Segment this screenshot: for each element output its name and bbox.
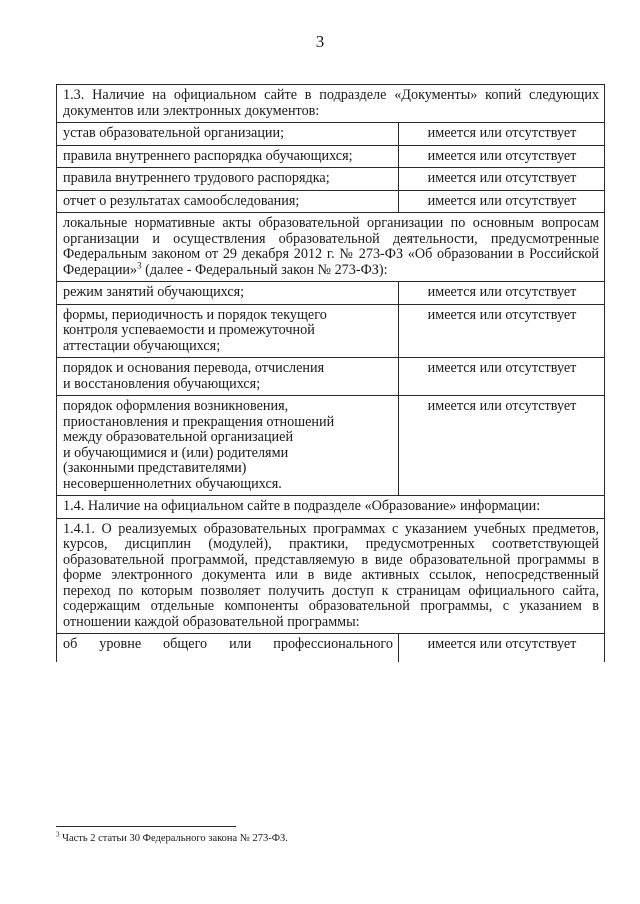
table-row — [57, 282, 605, 305]
table-row — [57, 304, 605, 358]
page-number: 3 — [315, 32, 325, 51]
table-row — [57, 496, 605, 519]
local-acts-text: локальные нормативные акты образовательной организации по основным вопросам организации и осуществления образовательной деятельности, предусмотренные Федеральным законом от 29 декабря 2012 г. № 273-ФЗ «Об образовании в Российской Федерации» — [63, 215, 600, 278]
table-row — [57, 396, 605, 496]
row-label-line: порядок оформления возникновения, — [63, 398, 289, 414]
footnote-ref: 3 — [137, 259, 142, 270]
row-status: имеется или отсутствует — [399, 168, 605, 191]
row-label-line: аттестации обучающихся; — [63, 337, 221, 354]
row-status: имеется или отсутствует — [399, 304, 605, 358]
table-row — [57, 358, 605, 396]
table-row — [57, 123, 605, 146]
footnote-divider — [56, 826, 236, 827]
row-label-line: приостановления и прекращения отношений — [63, 413, 335, 430]
row-label-line: и восстановления обучающихся; — [63, 375, 261, 392]
table-row — [57, 634, 605, 663]
row-label: отчет о результатах самообследования; — [57, 190, 399, 213]
row-label-line: порядок и основания перевода, отчисления — [63, 360, 325, 376]
item-1-4-1: 1.4.1. О реализуемых образовательных программах с указанием учебных предметов, курсов, дисциплин (модулей), практики, предусмотренных соответствующей образовательной программой, представляемую в виде образовательной программы в форме электронного документа или в виде активных ссылок, непосредственный переход по которым позволяет получить доступ к страницам официального сайта, содержащим отдельные компоненты образовательной программы, с указанием в отношении каждой образовательной программы: — [57, 518, 605, 634]
row-label-line: (законными представителями) — [63, 460, 247, 476]
row-label-line: режим занятий обучающихся; — [63, 284, 245, 300]
row-label: правила внутреннего распорядка обучающихся; — [57, 145, 399, 168]
local-acts-text-after: (далее - Федеральный закон № 273-ФЗ): — [141, 261, 388, 278]
row-label — [57, 358, 399, 396]
row-label: об уровне общего или профессионального — [57, 634, 399, 663]
row-label — [57, 282, 399, 305]
table-row — [57, 518, 605, 634]
row-status: имеется или отсутствует — [399, 396, 605, 496]
criteria-table — [56, 84, 605, 662]
footnote-marker: 3 — [56, 830, 60, 839]
table-row — [57, 190, 605, 213]
row-label — [57, 396, 399, 496]
row-label-line: контроля успеваемости и промежуточной — [63, 322, 315, 338]
section-1-3-heading: 1.3. Наличие на официальном сайте в подразделе «Документы» копий следующих документов или электронных документов: — [57, 85, 605, 123]
row-label-line: между образовательной организацией — [63, 429, 294, 445]
row-status: имеется или отсутствует — [399, 282, 605, 305]
table-row — [57, 168, 605, 191]
row-label — [57, 304, 399, 358]
row-label: правила внутреннего трудового распорядка; — [57, 168, 399, 191]
footnote-text: Часть 2 статьи 30 Федерального закона № 273-ФЗ. — [59, 833, 288, 844]
table-row — [57, 145, 605, 168]
row-label: устав образовательной организации; — [57, 123, 399, 146]
row-status: имеется или отсутствует — [399, 123, 605, 146]
row-label-line: формы, периодичность и порядок текущего — [63, 306, 327, 323]
row-status: имеется или отсутствует — [399, 145, 605, 168]
row-status: имеется или отсутствует — [399, 190, 605, 213]
row-label-line: и обучающимися и (или) родителями — [63, 444, 289, 461]
local-acts-cell — [57, 213, 605, 282]
section-1-4-heading: 1.4. Наличие на официальном сайте в подразделе «Образование» информации: — [57, 496, 605, 519]
row-status: имеется или отсутствует — [399, 358, 605, 396]
row-status: имеется или отсутствует — [399, 634, 605, 663]
table-row — [57, 213, 605, 282]
row-label-line: несовершеннолетних обучающихся. — [63, 475, 282, 492]
table-row — [57, 85, 605, 123]
footnote — [56, 830, 288, 844]
